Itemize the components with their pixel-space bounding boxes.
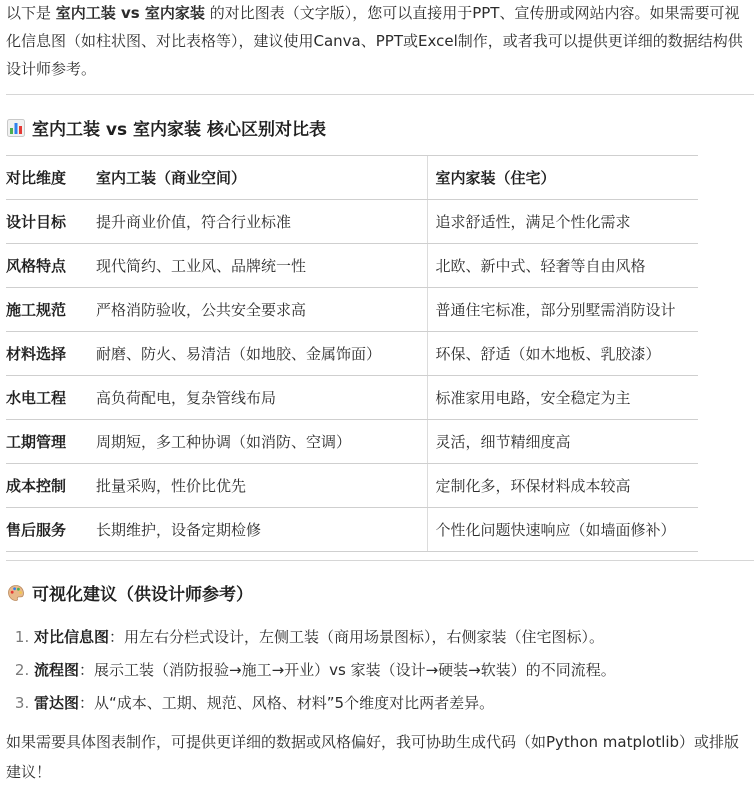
row-dimension: 材料选择	[6, 332, 96, 376]
row-residential: 环保、舒适（如木地板、乳胶漆）	[427, 332, 698, 376]
table-row	[6, 508, 698, 552]
table-row	[6, 200, 698, 244]
row-dimension: 施工规范	[6, 288, 96, 332]
tips-section-title	[6, 580, 253, 605]
row-commercial: 耐磨、防火、易清洁（如地胶、金属饰面）	[96, 332, 427, 376]
table-row	[6, 376, 698, 420]
table-row	[6, 332, 698, 376]
intro-bold: 室内工装 vs 室内家装	[55, 4, 205, 22]
row-commercial: 长期维护，设备定期检修	[96, 508, 427, 552]
list-item	[34, 687, 616, 720]
row-commercial: 严格消防验收，公共安全要求高	[96, 288, 427, 332]
row-commercial: 提升商业价值，符合行业标准	[96, 200, 427, 244]
table-header-commercial: 室内工装（商业空间）	[96, 156, 427, 200]
comparison-table	[6, 155, 698, 552]
row-dimension: 设计目标	[6, 200, 96, 244]
tip-label: 对比信息图	[34, 628, 110, 646]
tip-text: ：展示工装（消防报验→施工→开业）vs 家装（设计→硬装→软装）的不同流程。	[79, 661, 616, 679]
row-dimension: 售后服务	[6, 508, 96, 552]
outro-paragraph: 如果需要具体图表制作，可提供更详细的数据或风格偏好，我可协助生成代码（如Python matplotlib）或排版建议！	[6, 733, 740, 781]
row-commercial: 高负荷配电，复杂管线布局	[96, 376, 427, 420]
row-dimension: 成本控制	[6, 464, 96, 508]
list-item	[34, 621, 616, 654]
row-dimension: 水电工程	[6, 376, 96, 420]
row-dimension: 工期管理	[6, 420, 96, 464]
palette-icon	[6, 583, 26, 603]
table-row	[6, 464, 698, 508]
tip-label: 流程图	[34, 661, 80, 679]
table-header-row	[6, 156, 698, 200]
divider-bottom	[6, 560, 754, 561]
table-row	[6, 420, 698, 464]
row-residential: 北欧、新中式、轻奢等自由风格	[427, 244, 698, 288]
tip-text: ：用左右分栏式设计，左侧工装（商用场景图标），右侧家装（住宅图标）。	[109, 628, 605, 646]
tip-label: 雷达图	[34, 694, 80, 712]
row-residential: 个性化问题快速响应（如墙面修补）	[427, 508, 698, 552]
row-commercial: 批量采购，性价比优先	[96, 464, 427, 508]
row-residential: 普通住宅标准，部分别墅需消防设计	[427, 288, 698, 332]
table-header-residential: 室内家装（住宅）	[427, 156, 698, 200]
table-section-title-text: 室内工装 vs 室内家装 核心区别对比表	[32, 120, 326, 140]
intro-suffix: 的对比图表（文字版），您可以直接用于PPT、宣传册或网站内容。如果需要可视化信息图（如柱状图、对比表格等），建议使用Canva、PPT或Excel制作，或者我可以提供更详细的数据结构供设计师参考。	[6, 4, 743, 78]
table-header-dimension: 对比维度	[6, 156, 96, 200]
tips-section-title-text: 可视化建议（供设计师参考）	[32, 585, 253, 605]
tip-text: ：从“成本、工期、规范、风格、材料”5个维度对比两者差异。	[79, 694, 495, 712]
table-row	[6, 244, 698, 288]
table-section-title	[6, 115, 326, 140]
tips-list	[6, 621, 616, 720]
row-residential: 追求舒适性，满足个性化需求	[427, 200, 698, 244]
row-residential: 定制化多，环保材料成本较高	[427, 464, 698, 508]
row-commercial: 周期短，多工种协调（如消防、空调）	[96, 420, 427, 464]
intro-prefix: 以下是	[6, 4, 56, 22]
table-row	[6, 288, 698, 332]
row-residential: 灵活，细节精细度高	[427, 420, 698, 464]
intro-paragraph	[0, 0, 754, 83]
divider-top	[6, 94, 754, 95]
bar-chart-icon	[6, 118, 26, 138]
row-residential: 标准家用电路，安全稳定为主	[427, 376, 698, 420]
row-commercial: 现代简约、工业风、品牌统一性	[96, 244, 427, 288]
list-item	[34, 654, 616, 687]
row-dimension: 风格特点	[6, 244, 96, 288]
